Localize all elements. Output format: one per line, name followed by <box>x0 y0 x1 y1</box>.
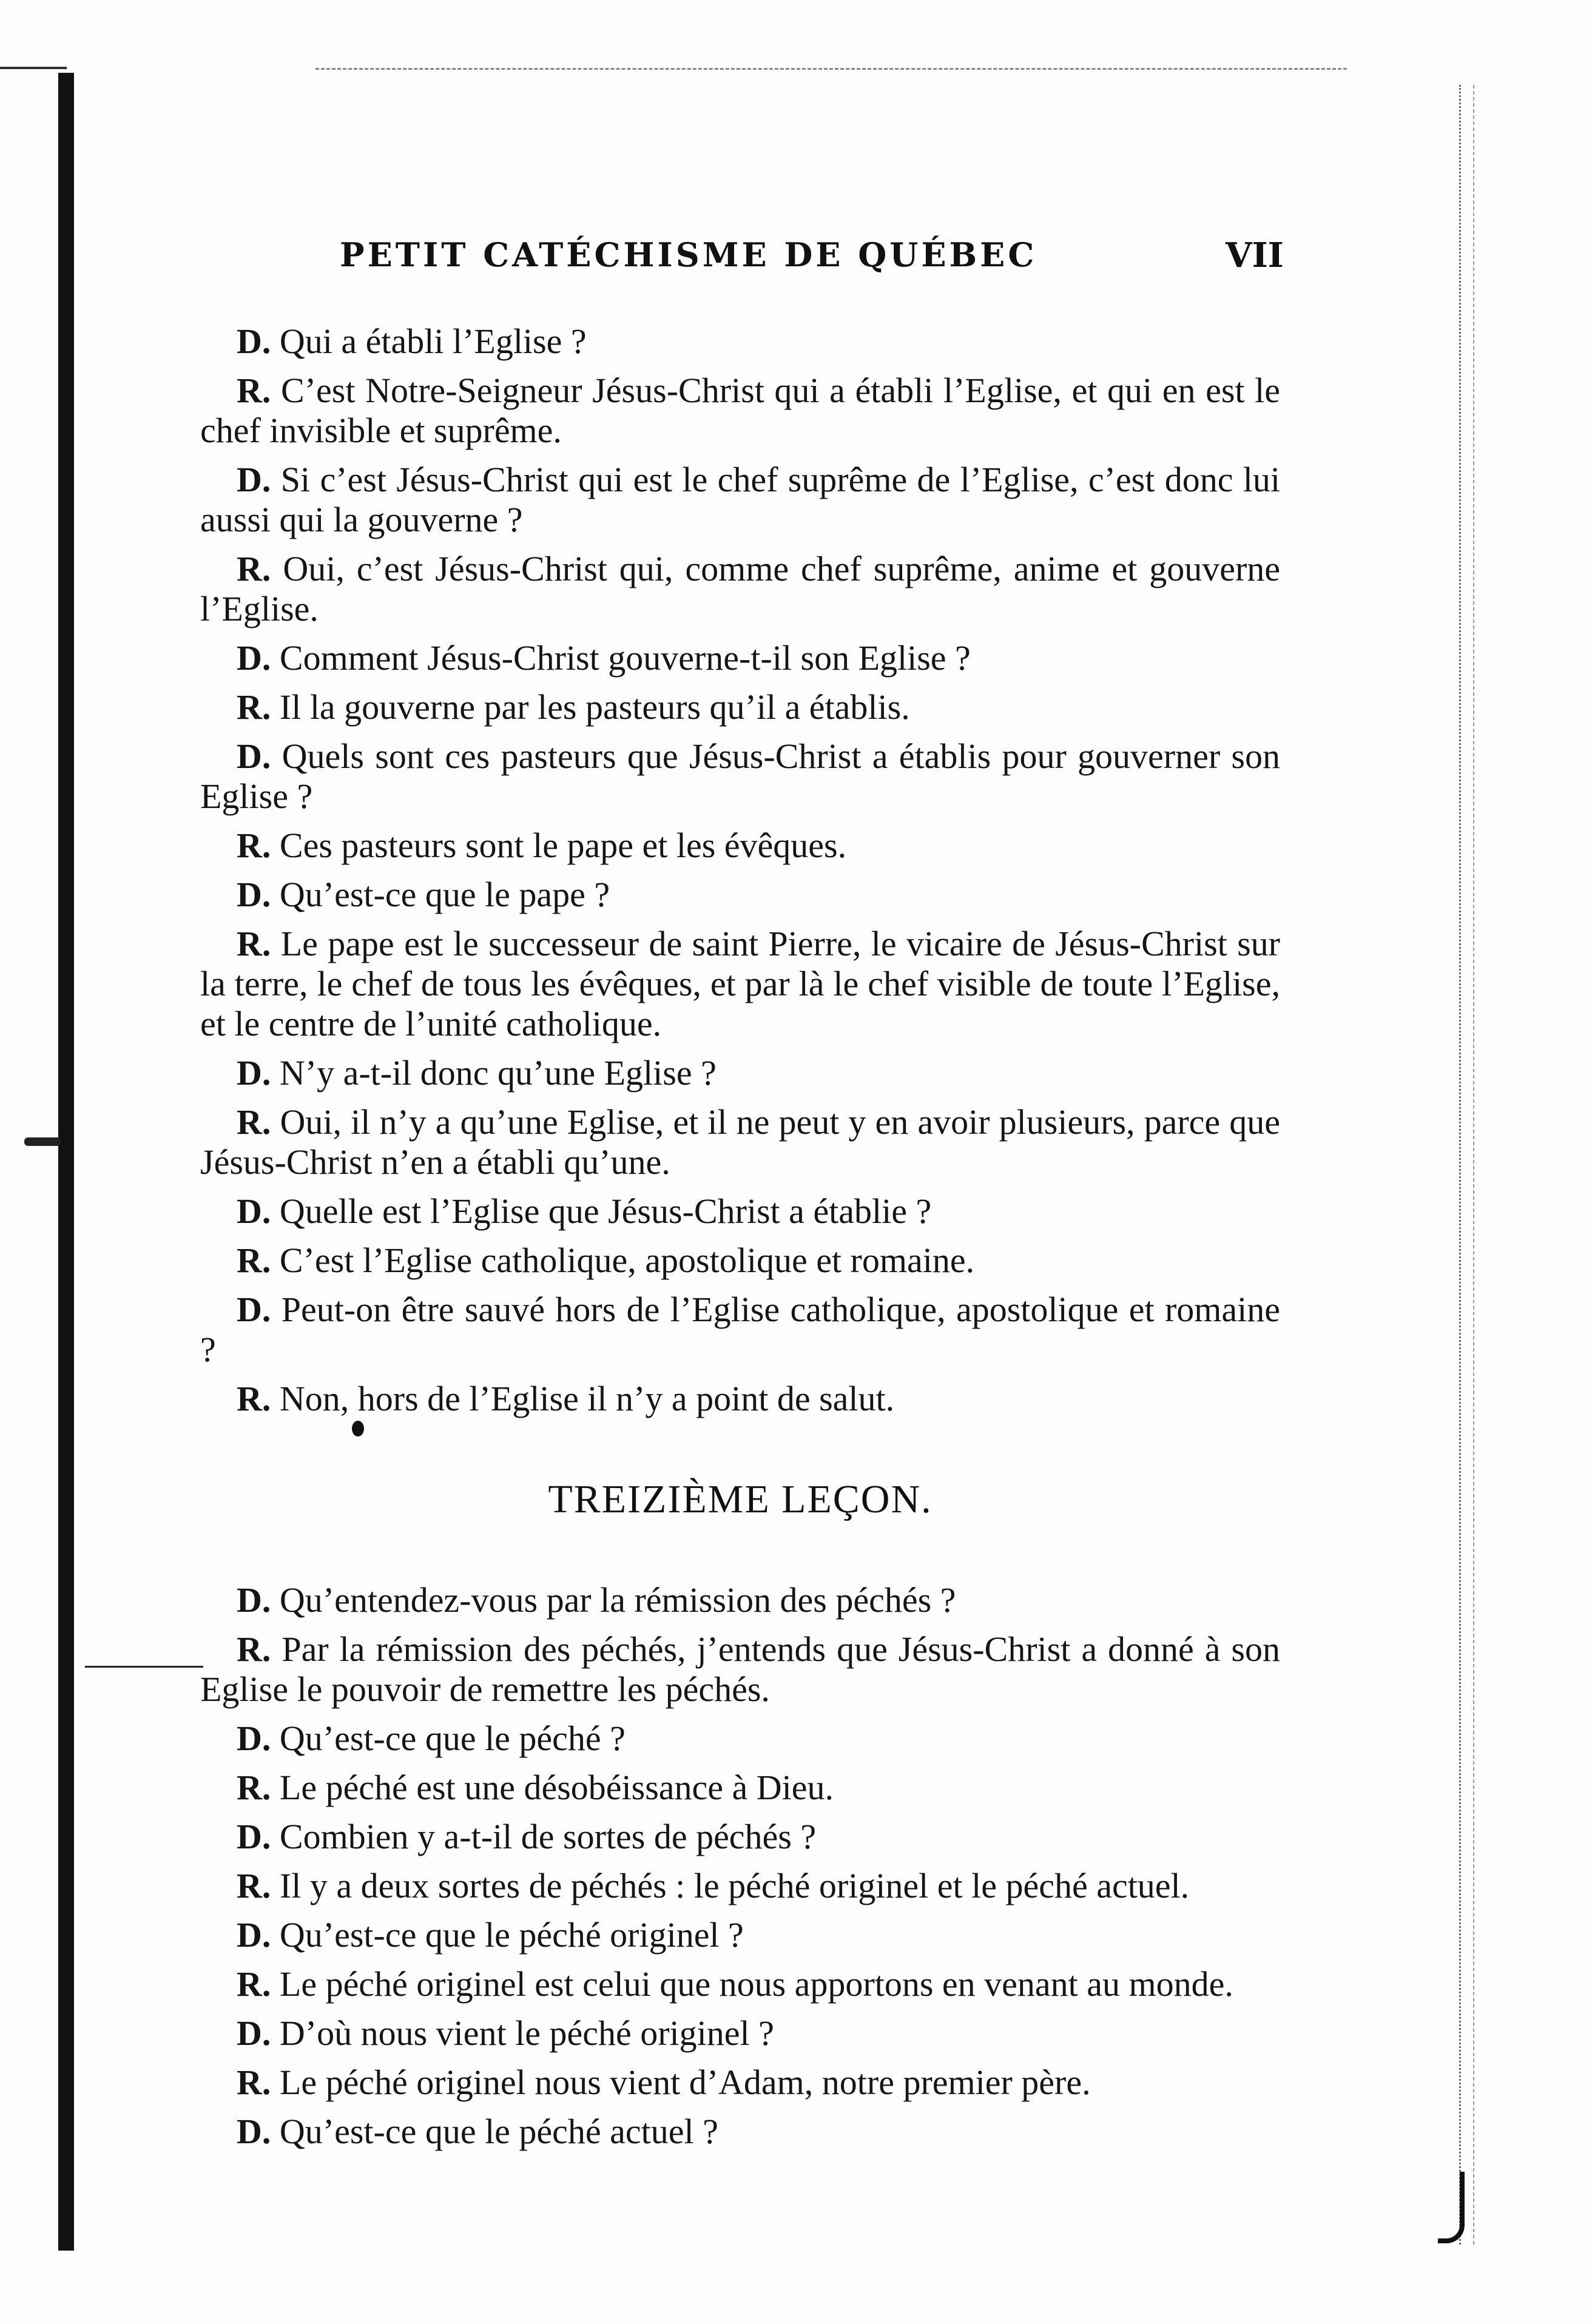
answer-paragraph <box>200 1241 1280 1281</box>
qa-text: Le péché est une désobéissance à Dieu. <box>279 1768 834 1807</box>
bottom-edge-hook <box>1438 2172 1465 2243</box>
question-paragraph <box>200 2013 1280 2053</box>
answer-paragraph <box>200 549 1280 629</box>
right-edge-speckles <box>1459 85 1467 2245</box>
qa-text: Oui, c’est Jésus-Christ qui, comme chef suprême, anime et gouverne l’Eglise. <box>200 549 1281 628</box>
qa-text: Non, hors de l’Eglise il n’y a point de salut. <box>279 1379 895 1418</box>
answer-paragraph <box>200 1379 1280 1419</box>
margin-blot <box>24 1137 61 1146</box>
qa-text: Qu’est-ce que le péché actuel ? <box>279 2112 718 2151</box>
qa-label: D. <box>237 2112 271 2151</box>
answer-paragraph <box>200 826 1280 866</box>
answer-paragraph <box>200 1629 1280 1709</box>
page-body <box>200 322 1280 2161</box>
answer-paragraph <box>200 371 1280 451</box>
question-paragraph <box>200 1053 1280 1093</box>
qa-label: D. <box>237 1915 271 1955</box>
question-paragraph <box>200 322 1280 362</box>
qa-text: Qu’est-ce que le péché originel ? <box>279 1915 744 1955</box>
qa-label: D. <box>237 736 271 776</box>
qa-text: Ces pasteurs sont le pape et les évêques. <box>279 826 847 865</box>
qa-label: D. <box>237 1580 271 1620</box>
qa-label: D. <box>237 322 271 361</box>
answer-paragraph <box>200 924 1280 1044</box>
qa-text: Si c’est Jésus-Christ qui est le chef suprême de l’Eglise, c’est donc lui aussi qui la gouverne ? <box>200 460 1281 539</box>
answer-paragraph <box>200 1964 1280 2004</box>
page-header <box>340 235 1086 274</box>
qa-label: R. <box>237 1768 271 1807</box>
question-paragraph <box>200 2112 1280 2152</box>
right-edge-speckles-2 <box>1473 85 1478 2245</box>
qa-text: Par la rémission des péchés, j’entends que Jésus-Christ a donné à son Eglise le pouvoir de remettre les péchés. <box>200 1629 1281 1709</box>
question-paragraph <box>200 1719 1280 1759</box>
qa-text: Qu’est-ce que le pape ? <box>279 875 610 914</box>
qa-label: D. <box>237 1817 271 1856</box>
qa-label: D. <box>237 875 271 914</box>
qa-text: Quelle est l’Eglise que Jésus-Christ a établie ? <box>279 1191 932 1231</box>
qa-label: R. <box>237 2063 271 2102</box>
qa-label: R. <box>237 1379 271 1418</box>
qa-text: C’est Notre-Seigneur Jésus-Christ qui a établi l’Eglise, et qui en est le chef invisible et suprême. <box>200 371 1280 450</box>
qa-text: Il la gouverne par les pasteurs qu’il a établis. <box>279 687 910 727</box>
question-paragraph <box>200 1191 1280 1231</box>
question-paragraph <box>200 736 1280 817</box>
question-paragraph <box>200 1817 1280 1857</box>
question-paragraph <box>200 460 1280 540</box>
qa-label: D. <box>237 1191 271 1231</box>
qa-label: R. <box>237 924 271 963</box>
answer-paragraph <box>200 687 1280 727</box>
qa-label: D. <box>237 638 271 678</box>
qa-label: R. <box>237 371 271 410</box>
qa-text: Combien y a-t-il de sortes de péchés ? <box>279 1817 817 1856</box>
qa-text: Qu’entendez-vous par la rémission des péchés ? <box>279 1580 956 1620</box>
question-paragraph <box>200 875 1280 915</box>
qa-label: R. <box>237 687 271 727</box>
qa-label: D. <box>237 1053 271 1093</box>
answer-paragraph <box>200 1102 1280 1182</box>
lesson-title: TREIZIÈME LEÇON. <box>548 1477 933 1521</box>
qa-label: R. <box>237 549 271 588</box>
question-paragraph <box>200 1580 1280 1620</box>
top-edge-mark <box>0 67 67 69</box>
running-title: PETIT CATÉCHISME DE QUÉBEC <box>340 235 1037 274</box>
qa-label: R. <box>237 826 271 865</box>
answer-paragraph <box>200 1866 1280 1906</box>
qa-label: R. <box>237 1964 271 2004</box>
qa-label: D. <box>237 460 271 499</box>
question-paragraph <box>200 638 1280 678</box>
qa-text: D’où nous vient le péché originel ? <box>279 2013 774 2053</box>
qa-text: Qu’est-ce que le péché ? <box>279 1719 626 1758</box>
qa-label: R. <box>237 1866 271 1905</box>
margin-line <box>85 1666 203 1668</box>
binding-edge <box>58 73 74 2251</box>
question-paragraph <box>200 1915 1280 1955</box>
qa-text: Comment Jésus-Christ gouverne-t-il son Eglise ? <box>279 638 971 678</box>
qa-text: Oui, il n’y a qu’une Eglise, et il ne peut y en avoir plusieurs, parce que Jésus-Christ n’en a établi qu’une. <box>200 1102 1280 1182</box>
top-edge-dashes <box>315 68 1347 70</box>
qa-label: D. <box>237 1290 271 1329</box>
qa-text: C’est l’Eglise catholique, apostolique et romaine. <box>279 1241 975 1280</box>
qa-label: D. <box>237 2013 271 2053</box>
qa-text: Il y a deux sortes de péchés : le péché originel et le péché actuel. <box>279 1866 1190 1905</box>
page-number: VII <box>1226 235 1284 275</box>
qa-text: Le péché originel nous vient d’Adam, notre premier père. <box>279 2063 1091 2102</box>
qa-label: R. <box>237 1629 271 1669</box>
qa-text: Qui a établi l’Eglise ? <box>279 322 587 361</box>
qa-label: R. <box>237 1241 271 1280</box>
qa-text: Le péché originel est celui que nous apportons en venant au monde. <box>279 1964 1233 2004</box>
qa-text: Quels sont ces pasteurs que Jésus-Christ a établis pour gouverner son Eglise ? <box>200 736 1281 816</box>
qa-label: R. <box>237 1102 271 1142</box>
question-paragraph <box>200 1290 1280 1370</box>
answer-paragraph <box>200 2063 1280 2103</box>
qa-text: Peut-on être sauvé hors de l’Eglise catholique, apostolique et romaine ? <box>200 1290 1281 1369</box>
answer-paragraph <box>200 1768 1280 1808</box>
qa-text: Le pape est le successeur de saint Pierre, le vicaire de Jésus-Christ sur la terre, le chef de tous les évêques, et par là le chef visible de toute l’Eglise, et le centre de l’unité catholique. <box>200 924 1280 1043</box>
qa-label: D. <box>237 1719 271 1758</box>
qa-text: N’y a-t-il donc qu’une Eglise ? <box>279 1053 717 1093</box>
